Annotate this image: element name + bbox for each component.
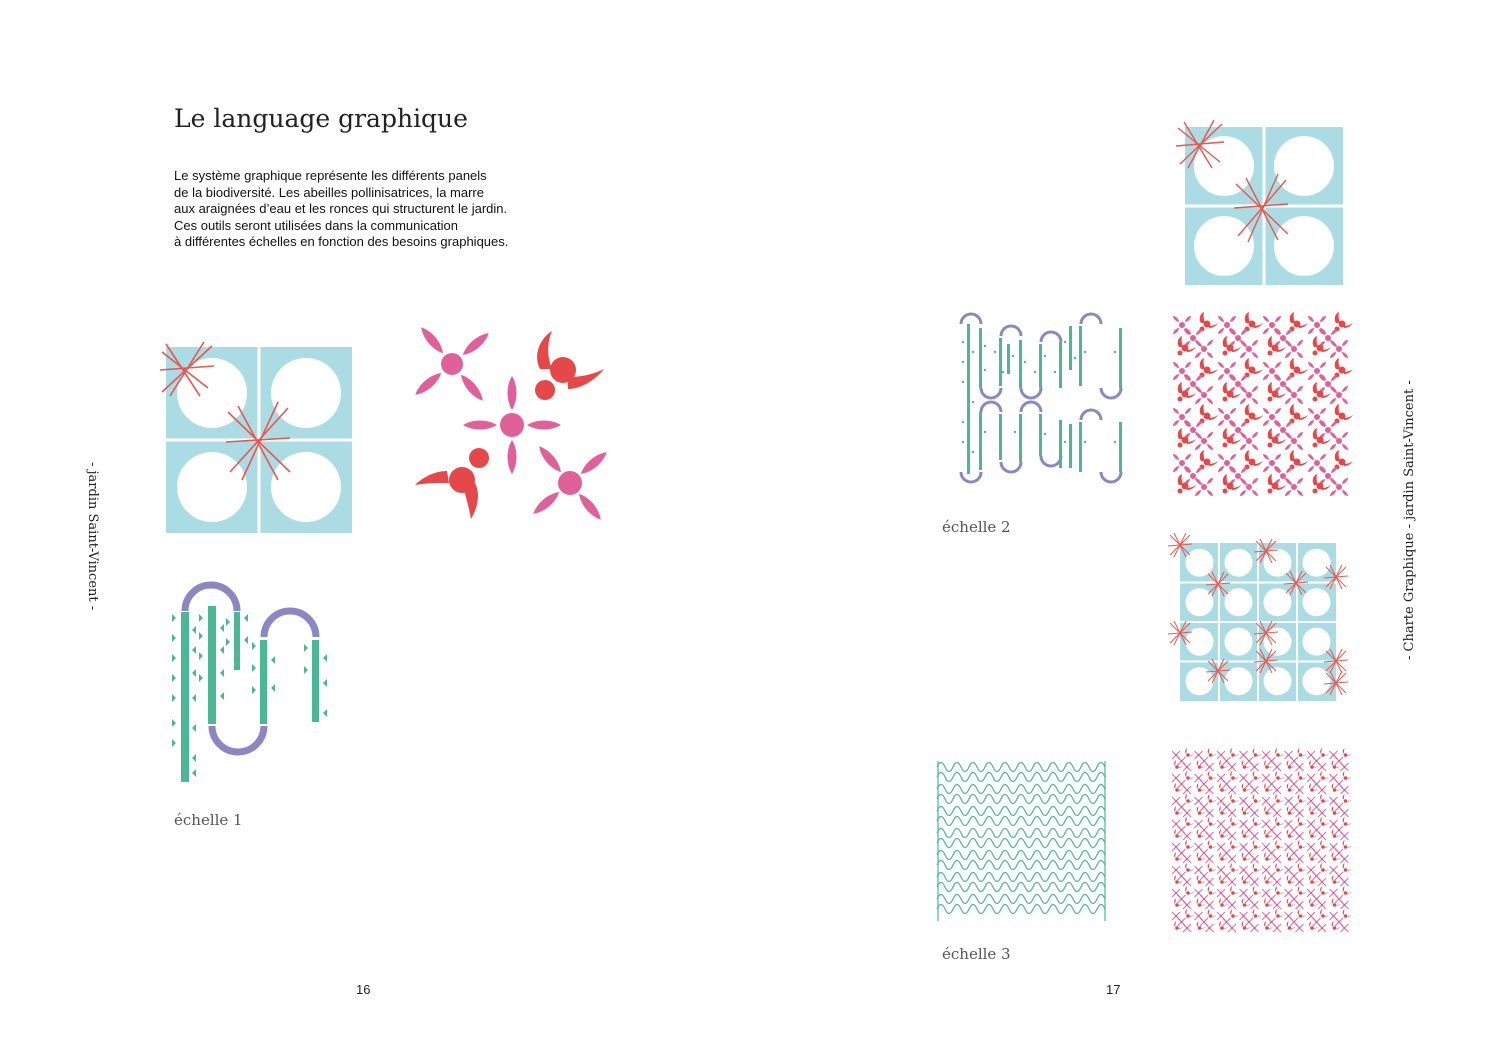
intro-line: aux araignées d’eau et les ronces qui structurent le jardin. xyxy=(174,201,508,217)
pond-tile-top-icon xyxy=(1176,120,1348,292)
bramble-scale3-icon xyxy=(935,757,1109,925)
pond-tile-icon xyxy=(160,340,360,540)
bramble-scale2-icon xyxy=(955,312,1135,490)
right-side-caption: - Charte Graphique - jardin Saint-Vincent - xyxy=(1402,380,1417,660)
page-number-17: 17 xyxy=(1106,982,1121,997)
left-side-caption: - jardin Saint-Vincent - xyxy=(85,462,100,611)
page-title: Le language graphique xyxy=(174,104,468,133)
flowers-icon xyxy=(405,320,620,535)
flower-pattern-scale3-icon xyxy=(1170,749,1350,933)
flower-pattern-scale2-icon xyxy=(1170,313,1350,497)
intro-line: de la biodiversité. Les abeilles pollinisatrices, la marre xyxy=(174,184,484,200)
intro-line: Ces outils seront utilisées dans la communication xyxy=(174,217,458,233)
scale-1-label: échelle 1 xyxy=(174,811,243,829)
intro-line: Le système graphique représente les différents panels xyxy=(174,168,487,183)
bramble-icon xyxy=(172,578,332,788)
scale-2-label: échelle 2 xyxy=(942,518,1011,536)
intro-line: à différentes échelles en fonction des besoins graphiques. xyxy=(174,234,509,250)
scale-3-label: échelle 3 xyxy=(942,945,1011,963)
intro-paragraph xyxy=(174,168,554,251)
pond-tile-grid-icon xyxy=(1166,533,1352,709)
page-number-16: 16 xyxy=(356,982,371,997)
